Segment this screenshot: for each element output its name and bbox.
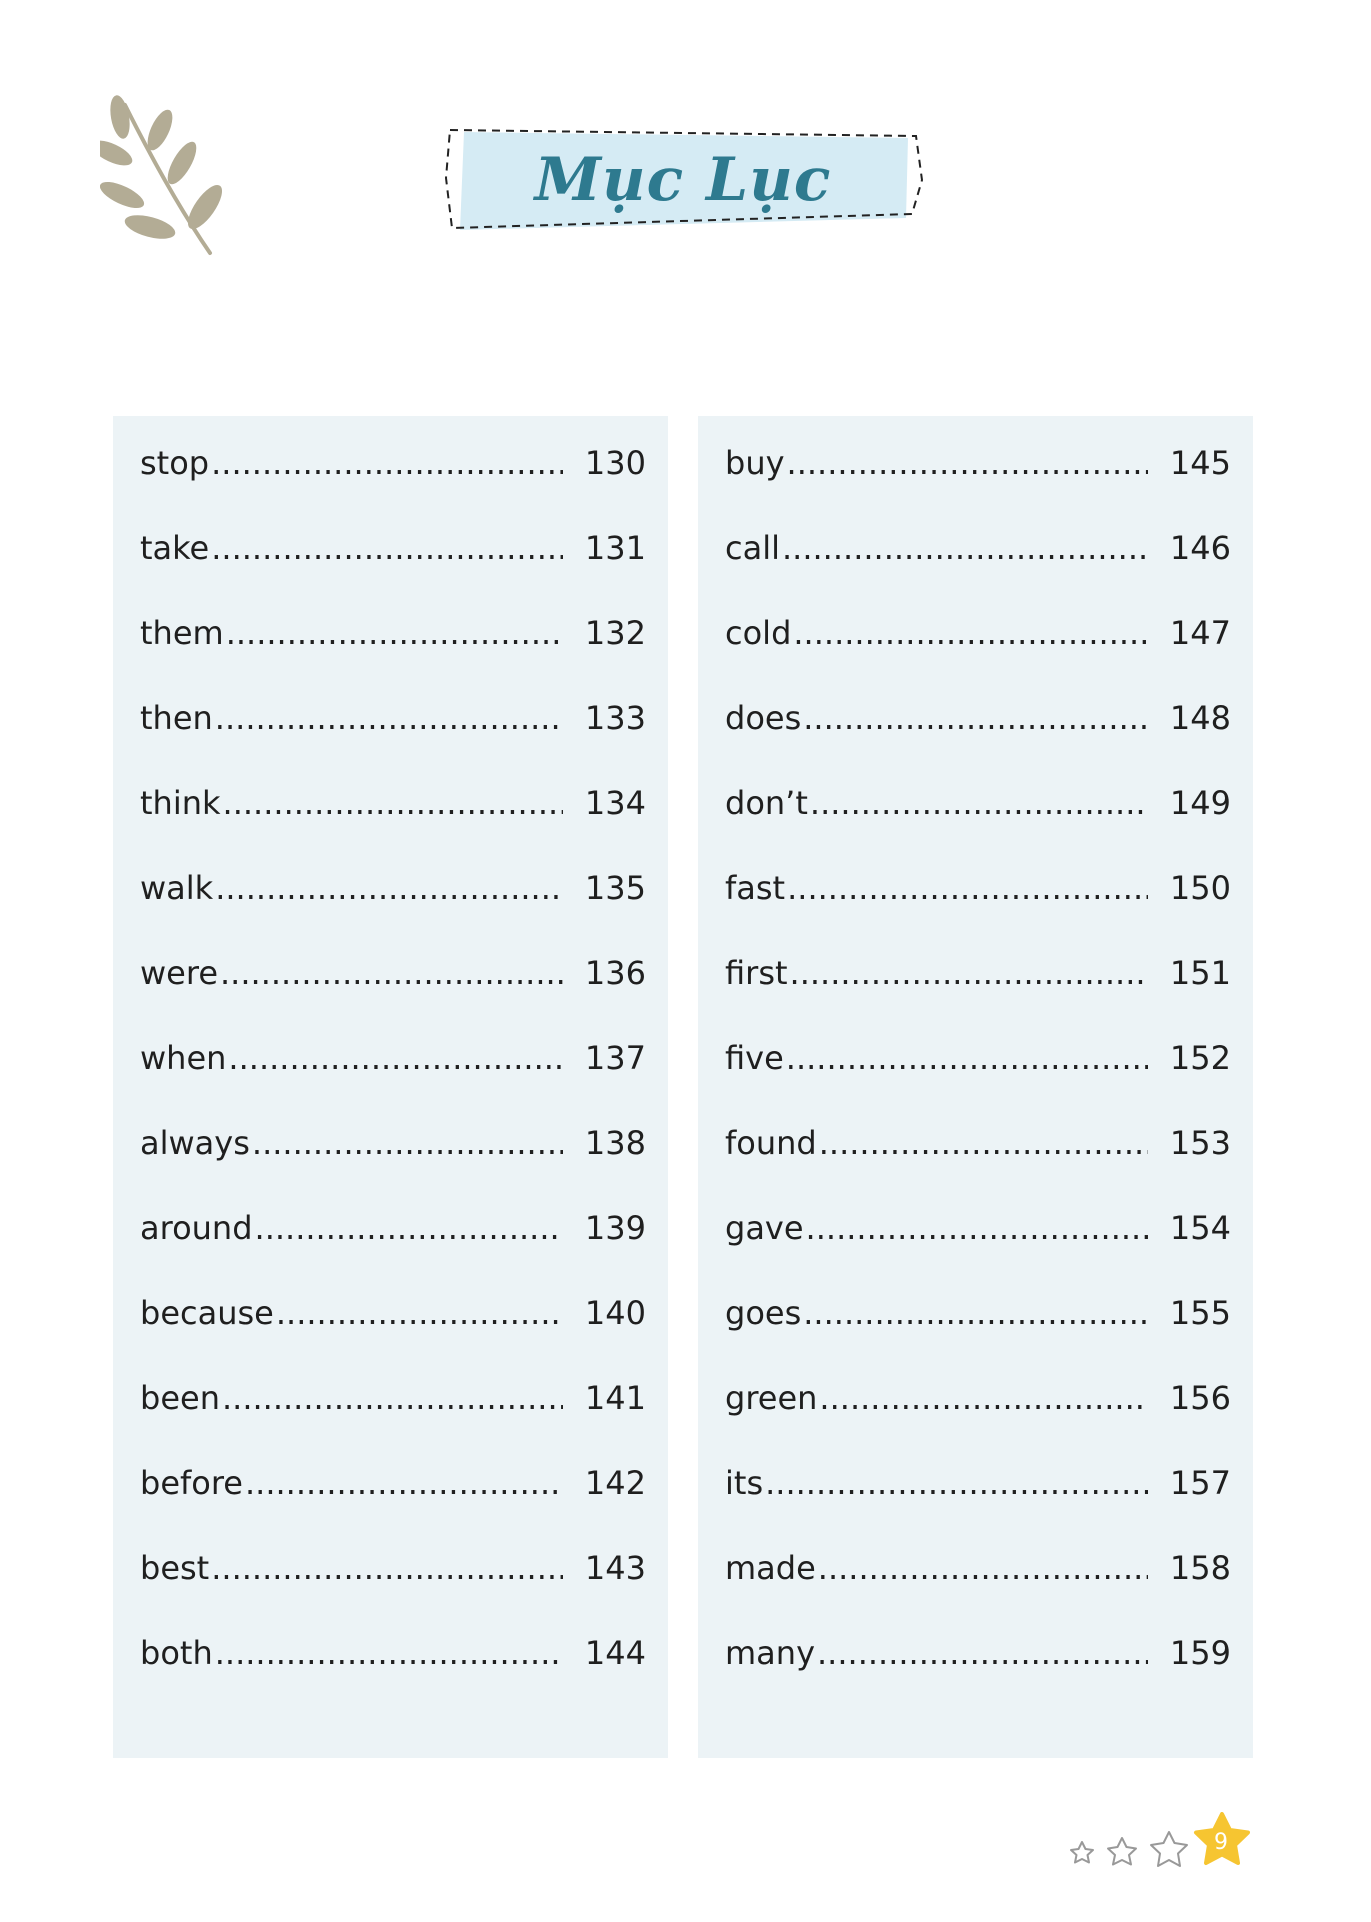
toc-row[interactable] bbox=[725, 784, 1231, 869]
toc-page-number: 149 bbox=[1169, 784, 1231, 822]
toc-word: made bbox=[725, 1549, 816, 1587]
title-banner bbox=[438, 118, 928, 238]
toc-row[interactable] bbox=[140, 699, 646, 784]
toc-page-number: 147 bbox=[1169, 614, 1231, 652]
toc-word: buy bbox=[725, 444, 785, 482]
page-title: Mục Lục bbox=[534, 145, 832, 215]
toc-page-number: 141 bbox=[584, 1379, 646, 1417]
toc-page-number: 153 bbox=[1169, 1124, 1231, 1162]
toc-word: because bbox=[140, 1294, 274, 1332]
toc-page-number: 134 bbox=[584, 784, 646, 822]
toc-page-number: 132 bbox=[584, 614, 646, 652]
toc-row[interactable] bbox=[725, 954, 1231, 1039]
toc-row[interactable] bbox=[725, 614, 1231, 699]
toc-page-number: 138 bbox=[584, 1124, 646, 1162]
toc-column-left bbox=[113, 416, 668, 1758]
dot-leader bbox=[819, 1379, 1148, 1417]
toc-word: goes bbox=[725, 1294, 802, 1332]
toc-row[interactable] bbox=[725, 1379, 1231, 1464]
star-outline-icon bbox=[1151, 1832, 1187, 1866]
toc-page-number: 158 bbox=[1169, 1549, 1231, 1587]
toc-word: fast bbox=[725, 869, 786, 907]
toc-row[interactable] bbox=[725, 699, 1231, 784]
star-outline-icon bbox=[1071, 1842, 1093, 1863]
dot-leader bbox=[211, 1549, 563, 1587]
dot-leader bbox=[803, 699, 1148, 737]
toc-word: gave bbox=[725, 1209, 804, 1247]
toc-row[interactable] bbox=[725, 1464, 1231, 1549]
toc-row[interactable] bbox=[140, 1379, 646, 1464]
toc-page-number: 140 bbox=[584, 1294, 646, 1332]
toc-row[interactable] bbox=[140, 869, 646, 954]
toc-word: green bbox=[725, 1379, 818, 1417]
page-number: 9 bbox=[1214, 1830, 1228, 1855]
dot-leader bbox=[787, 444, 1148, 482]
toc-row[interactable] bbox=[140, 784, 646, 869]
toc-page-number: 157 bbox=[1169, 1464, 1231, 1502]
dot-leader bbox=[215, 869, 563, 907]
toc-row[interactable] bbox=[140, 1549, 646, 1634]
toc-column-right bbox=[698, 416, 1253, 1758]
toc-word: first bbox=[725, 954, 788, 992]
toc-word: always bbox=[140, 1124, 250, 1162]
dot-leader bbox=[226, 614, 563, 652]
toc-page-number: 130 bbox=[584, 444, 646, 482]
toc-page-number: 150 bbox=[1169, 869, 1231, 907]
toc-word: five bbox=[725, 1039, 784, 1077]
toc-page-number: 146 bbox=[1169, 529, 1231, 567]
dot-leader bbox=[782, 529, 1148, 567]
toc-row[interactable] bbox=[725, 869, 1231, 954]
toc-row[interactable] bbox=[140, 444, 646, 529]
dot-leader bbox=[806, 1209, 1148, 1247]
toc-page-number: 143 bbox=[584, 1549, 646, 1587]
toc-row[interactable] bbox=[725, 1124, 1231, 1209]
toc-row[interactable] bbox=[725, 1039, 1231, 1124]
dot-leader bbox=[245, 1464, 563, 1502]
toc-row[interactable] bbox=[140, 1039, 646, 1124]
toc-row[interactable] bbox=[725, 1549, 1231, 1634]
dot-leader bbox=[790, 954, 1148, 992]
toc-page-number: 156 bbox=[1169, 1379, 1231, 1417]
dot-leader bbox=[818, 1549, 1148, 1587]
toc-word: best bbox=[140, 1549, 210, 1587]
toc-word: don’t bbox=[725, 784, 808, 822]
dot-leader bbox=[819, 1124, 1148, 1162]
dot-leader bbox=[793, 614, 1148, 652]
toc-row[interactable] bbox=[725, 444, 1231, 529]
toc-word: around bbox=[140, 1209, 253, 1247]
dot-leader bbox=[276, 1294, 563, 1332]
toc-page-number: 154 bbox=[1169, 1209, 1231, 1247]
dot-leader bbox=[252, 1124, 563, 1162]
toc-page-number: 136 bbox=[584, 954, 646, 992]
toc-page-number: 148 bbox=[1169, 699, 1231, 737]
toc-word: does bbox=[725, 699, 802, 737]
dot-leader bbox=[787, 869, 1148, 907]
toc-word: call bbox=[725, 529, 780, 567]
toc-row[interactable] bbox=[140, 1634, 646, 1719]
toc-row[interactable] bbox=[725, 529, 1231, 614]
leaf-branch-icon bbox=[100, 95, 230, 265]
toc-page-number: 159 bbox=[1169, 1634, 1231, 1672]
toc-word: stop bbox=[140, 444, 210, 482]
toc-word: found bbox=[725, 1124, 817, 1162]
toc-row[interactable] bbox=[140, 954, 646, 1039]
toc-word: take bbox=[140, 529, 210, 567]
toc-page-number: 131 bbox=[584, 529, 646, 567]
toc-page-number: 144 bbox=[584, 1634, 646, 1672]
toc-row[interactable] bbox=[140, 1464, 646, 1549]
toc-page-number: 145 bbox=[1169, 444, 1231, 482]
toc-row[interactable] bbox=[140, 1294, 646, 1379]
toc-row[interactable] bbox=[140, 1209, 646, 1294]
toc-word: them bbox=[140, 614, 224, 652]
toc-row[interactable] bbox=[725, 1209, 1231, 1294]
toc-word: its bbox=[725, 1464, 764, 1502]
toc-word: were bbox=[140, 954, 218, 992]
toc-word: cold bbox=[725, 614, 792, 652]
dot-leader bbox=[810, 784, 1148, 822]
toc-word: both bbox=[140, 1634, 213, 1672]
toc-page-number: 142 bbox=[584, 1464, 646, 1502]
dot-leader bbox=[220, 954, 563, 992]
dot-leader bbox=[255, 1209, 563, 1247]
toc-word: when bbox=[140, 1039, 227, 1077]
toc-page-number: 137 bbox=[584, 1039, 646, 1077]
dot-leader bbox=[222, 1379, 563, 1417]
dot-leader bbox=[817, 1634, 1148, 1672]
toc-word: then bbox=[140, 699, 213, 737]
toc-row[interactable] bbox=[725, 1294, 1231, 1379]
toc-row[interactable] bbox=[140, 1124, 646, 1209]
toc-word: before bbox=[140, 1464, 243, 1502]
dot-leader bbox=[228, 1039, 563, 1077]
toc-page-number: 155 bbox=[1169, 1294, 1231, 1332]
toc-page-number: 133 bbox=[584, 699, 646, 737]
toc-page-number: 135 bbox=[584, 869, 646, 907]
toc-page-number: 151 bbox=[1169, 954, 1231, 992]
toc-page-number: 139 bbox=[584, 1209, 646, 1247]
toc-word: walk bbox=[140, 869, 214, 907]
dot-leader bbox=[803, 1294, 1148, 1332]
toc-word: many bbox=[725, 1634, 815, 1672]
dot-leader bbox=[215, 1634, 563, 1672]
dot-leader bbox=[223, 784, 563, 822]
toc-row[interactable] bbox=[725, 1634, 1231, 1719]
dot-leader bbox=[765, 1464, 1148, 1502]
toc-word: been bbox=[140, 1379, 220, 1417]
dot-leader bbox=[786, 1039, 1148, 1077]
dot-leader bbox=[215, 699, 563, 737]
toc-word: think bbox=[140, 784, 221, 822]
dot-leader bbox=[211, 444, 563, 482]
toc-row[interactable] bbox=[140, 529, 646, 614]
toc-page-number: 152 bbox=[1169, 1039, 1231, 1077]
dot-leader bbox=[211, 529, 563, 567]
toc-row[interactable] bbox=[140, 614, 646, 699]
star-outline-icon bbox=[1108, 1838, 1136, 1865]
